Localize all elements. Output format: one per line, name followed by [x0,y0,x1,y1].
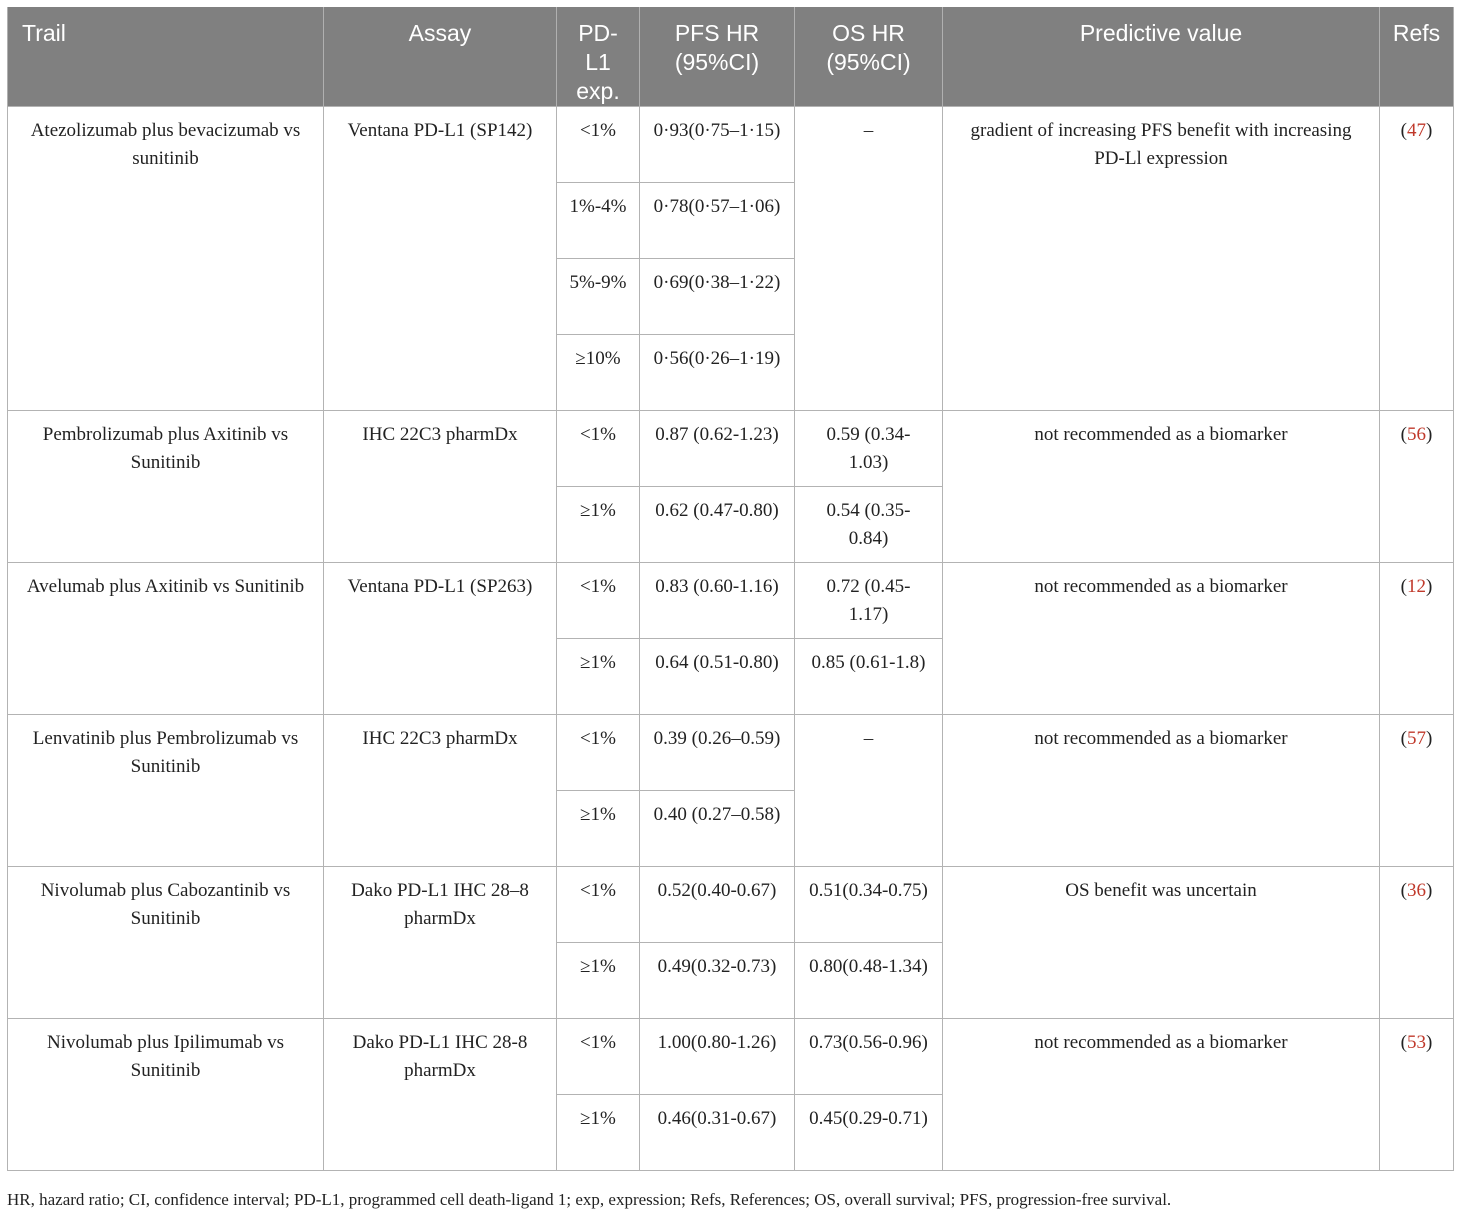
os-hr-cell: 0.59 (0.34-1.03) [795,411,943,487]
table-body [8,107,1454,1171]
pfs-hr-cell: 0.62 (0.47-0.80) [640,487,795,563]
refs-cell: (47) [1380,107,1454,411]
reference-link[interactable]: 56 [1407,424,1426,445]
trail-cell: Atezolizumab plus bevacizumab vs sunitinib [8,107,324,411]
pdl1-exp-cell: ≥1% [557,1095,640,1171]
pfs-hr-cell: 1.00(0.80-1.26) [640,1019,795,1095]
os-hr-cell: 0.51(0.34-0.75) [795,867,943,943]
pfs-hr-cell: 0·69(0·38–1·22) [640,259,795,335]
reference-link[interactable]: 36 [1407,880,1426,901]
assay-cell: IHC 22C3 pharmDx [324,411,557,563]
assay-cell: Dako PD-L1 IHC 28-8 pharmDx [324,1019,557,1171]
os-hr-cell: 0.80(0.48-1.34) [795,943,943,1019]
trail-cell: Lenvatinib plus Pembrolizumab vs Sunitinib [8,715,324,867]
table-row [8,107,1454,183]
os-hr-cell: 0.54 (0.35-0.84) [795,487,943,563]
pfs-hr-cell: 0·93(0·75–1·15) [640,107,795,183]
os-hr-cell: 0.45(0.29-0.71) [795,1095,943,1171]
reference-link[interactable]: 12 [1407,576,1426,597]
reference-link[interactable]: 53 [1407,1032,1426,1053]
header-os-hr: OS HR (95%CI) [795,7,943,107]
pfs-hr-cell: 0.52(0.40-0.67) [640,867,795,943]
pfs-hr-cell: 0·56(0·26–1·19) [640,335,795,411]
os-hr-cell: 0.73(0.56-0.96) [795,1019,943,1095]
refs-cell: (56) [1380,411,1454,563]
os-hr-cell: – [795,715,943,867]
pdl1-exp-cell: 5%-9% [557,259,640,335]
trail-cell: Avelumab plus Axitinib vs Sunitinib [8,563,324,715]
header-predictive-value: Predictive value [943,7,1380,107]
pdl1-exp-cell: ≥10% [557,335,640,411]
pfs-hr-cell: 0.49(0.32-0.73) [640,943,795,1019]
pdl1-exp-cell: <1% [557,563,640,639]
pdl1-exp-cell: <1% [557,411,640,487]
pfs-hr-cell: 0.64 (0.51-0.80) [640,639,795,715]
header-pfs-hr: PFS HR (95%CI) [640,7,795,107]
trail-cell: Nivolumab plus Cabozantinib vs Sunitinib [8,867,324,1019]
refs-cell: (57) [1380,715,1454,867]
assay-cell: IHC 22C3 pharmDx [324,715,557,867]
predictive-value-cell: not recommended as a biomarker [943,1019,1380,1171]
predictive-value-cell: not recommended as a biomarker [943,411,1380,563]
pfs-hr-cell: 0·78(0·57–1·06) [640,183,795,259]
refs-cell: (12) [1380,563,1454,715]
assay-cell: Ventana PD-L1 (SP263) [324,563,557,715]
header-trail: Trail [8,7,324,107]
os-hr-cell: – [795,107,943,411]
pdl1-exp-cell: 1%-4% [557,183,640,259]
pdl1-exp-cell: ≥1% [557,639,640,715]
refs-cell: (53) [1380,1019,1454,1171]
table-row [8,715,1454,791]
table-row [8,867,1454,943]
header-assay: Assay [324,7,557,107]
table-footnote: HR, hazard ratio; CI, confidence interval; PD-L1, programmed cell death-ligand 1; exp, expression; Refs, References; OS, overall survival; PFS, progression-free survival. [7,1190,1172,1209]
trail-cell: Nivolumab plus Ipilimumab vs Sunitinib [8,1019,324,1171]
pdl1-exp-cell: ≥1% [557,791,640,867]
header-pdl1-exp: PD- L1 exp. [557,7,640,107]
refs-cell: (36) [1380,867,1454,1019]
pdl1-exp-cell: <1% [557,107,640,183]
trail-cell: Pembrolizumab plus Axitinib vs Sunitinib [8,411,324,563]
header-row [8,7,1454,107]
predictive-value-cell: gradient of increasing PFS benefit with increasing PD-Ll expression [943,107,1380,411]
os-hr-cell: 0.72 (0.45-1.17) [795,563,943,639]
predictive-value-cell: not recommended as a biomarker [943,715,1380,867]
os-hr-cell: 0.85 (0.61-1.8) [795,639,943,715]
reference-link[interactable]: 57 [1407,728,1426,749]
assay-cell: Dako PD-L1 IHC 28–8 pharmDx [324,867,557,1019]
pfs-hr-cell: 0.40 (0.27–0.58) [640,791,795,867]
pdl1-trials-table [7,7,1454,1171]
predictive-value-cell: OS benefit was uncertain [943,867,1380,1019]
table-row [8,1019,1454,1095]
pdl1-exp-cell: <1% [557,715,640,791]
pfs-hr-cell: 0.87 (0.62-1.23) [640,411,795,487]
pdl1-exp-cell: ≥1% [557,487,640,563]
pfs-hr-cell: 0.46(0.31-0.67) [640,1095,795,1171]
header-refs: Refs [1380,7,1454,107]
predictive-value-cell: not recommended as a biomarker [943,563,1380,715]
table-row [8,563,1454,639]
pfs-hr-cell: 0.39 (0.26–0.59) [640,715,795,791]
reference-link[interactable]: 47 [1407,120,1426,141]
pdl1-exp-cell: <1% [557,867,640,943]
pdl1-exp-cell: ≥1% [557,943,640,1019]
table-row [8,411,1454,487]
assay-cell: Ventana PD-L1 (SP142) [324,107,557,411]
pfs-hr-cell: 0.83 (0.60-1.16) [640,563,795,639]
pdl1-exp-cell: <1% [557,1019,640,1095]
